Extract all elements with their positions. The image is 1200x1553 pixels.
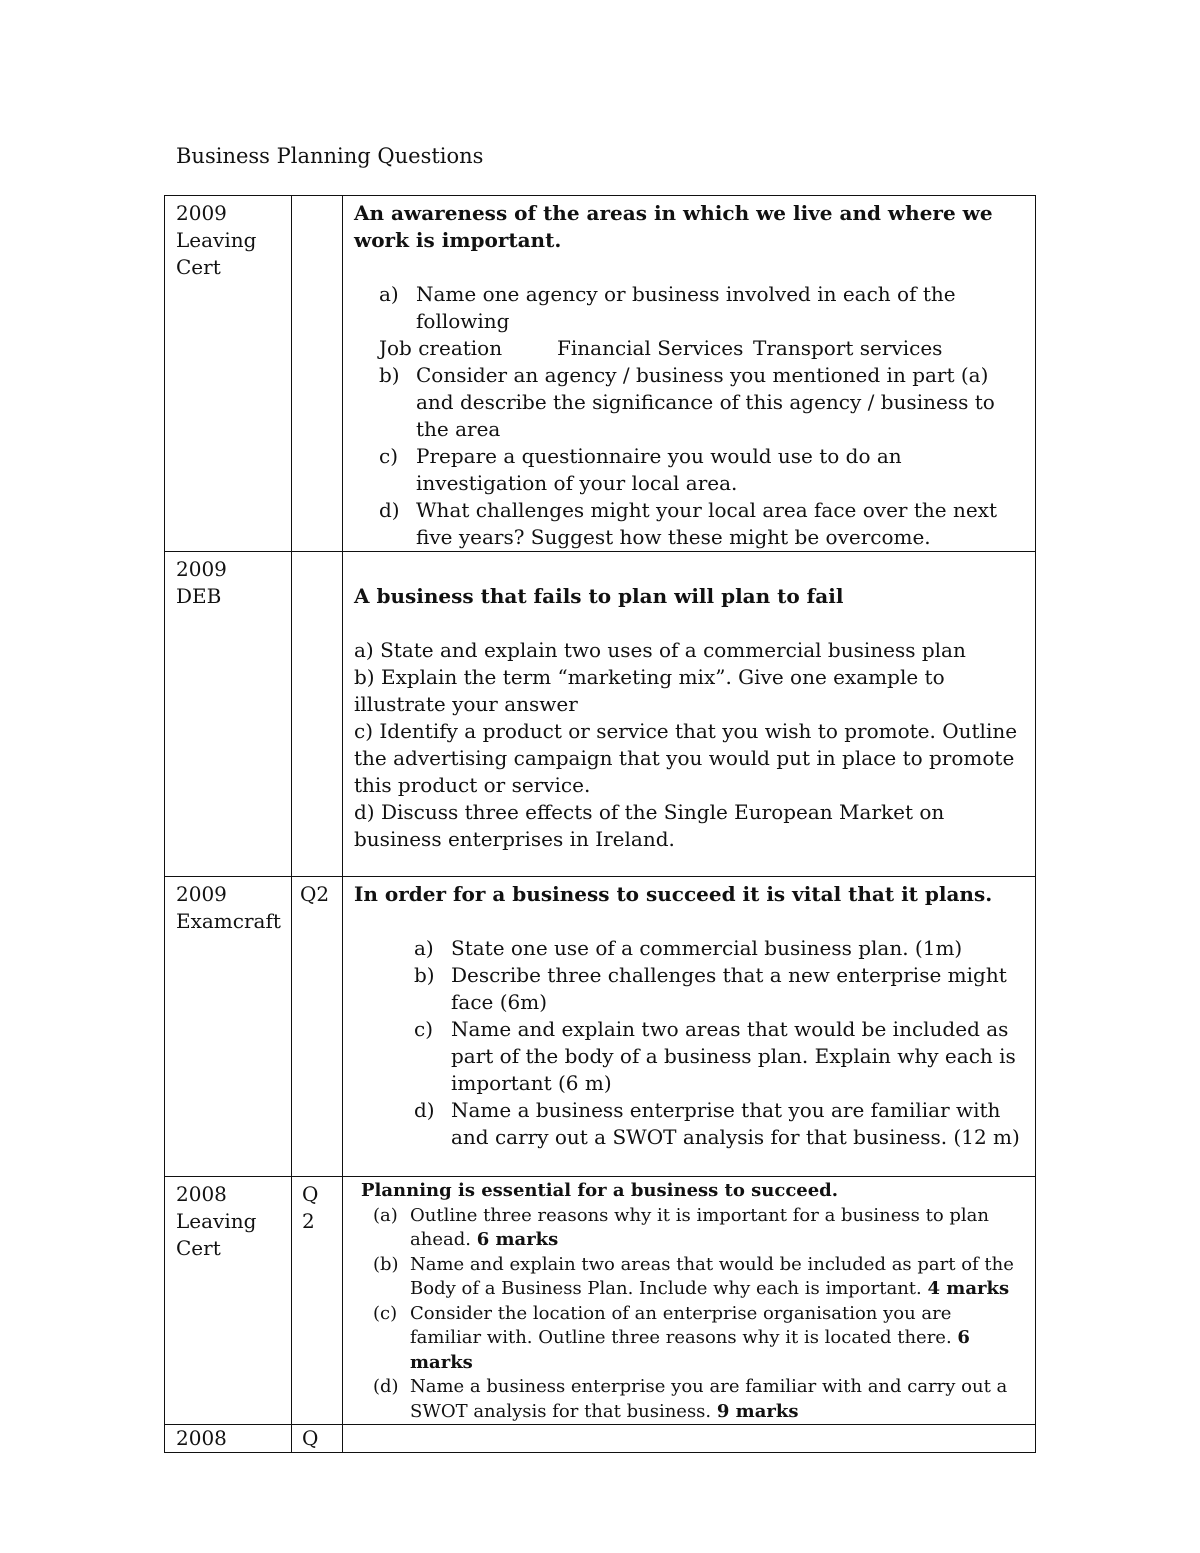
question-number: Q (302, 1426, 319, 1450)
source-cell (165, 552, 292, 877)
question-cell (343, 552, 1036, 877)
source-label: Leaving (176, 1209, 257, 1233)
question-number: Q (302, 1182, 319, 1206)
list-item: d) What challenges might your local area face over the next five years? Suggest how these might be overcome. (379, 498, 997, 549)
question-cell (343, 1177, 1036, 1425)
question-number: Q2 (300, 882, 330, 906)
question-number-cell (292, 552, 343, 877)
source-cell (165, 1425, 292, 1453)
table-row (165, 1425, 1036, 1453)
year-label: 2009 (176, 557, 227, 581)
table-row (165, 552, 1036, 877)
question-heading: A business that fails to plan will plan to fail (354, 584, 844, 608)
source-cell (165, 196, 292, 552)
marks-label: 6 marks (410, 1327, 970, 1373)
source-label: Leaving (176, 228, 257, 252)
list-item: a) State and explain two uses of a commercial business plan (354, 638, 966, 662)
year-label: 2008 (176, 1426, 227, 1450)
list-item: (c) Consider the location of an enterprise organisation you are familiar with. Outline three reasons why it is located there. 6 marks (373, 1302, 970, 1373)
list-item: a) State one use of a commercial business plan. (1m) (414, 936, 963, 960)
list-item: b) Explain the term “marketing mix”. Give one example to illustrate your answer (354, 665, 945, 716)
question-cell (343, 1425, 1036, 1453)
question-cell (343, 196, 1036, 552)
questions-table (164, 195, 1036, 1453)
question-heading: Planning is essential for a business to succeed. (361, 1180, 839, 1201)
list-item: b) Describe three challenges that a new enterprise might face (6m) (414, 963, 1007, 1014)
year-label: 2009 (176, 882, 227, 906)
question-items (379, 281, 1027, 335)
area-label: Financial Services (557, 336, 744, 360)
list-item: b) Consider an agency / business you mentioned in part (a) and describe the significance of this agency / business to the area (379, 363, 995, 441)
list-item: c) Prepare a questionnaire you would use to do an investigation of your local area. (379, 444, 902, 495)
marks-label: 6 marks (476, 1229, 559, 1250)
question-heading: In order for a business to succeed it is vital that it plans. (354, 882, 993, 906)
question-heading: An awareness of the areas in which we live and where we work is important. (354, 201, 993, 252)
question-items (414, 935, 1027, 1151)
list-item: (d) Name a business enterprise you are familiar with and carry out a SWOT analysis for that business. 9 marks (373, 1376, 1008, 1422)
list-item: d) Discuss three effects of the Single European Market on business enterprises in Ireland. (354, 800, 945, 851)
question-cell (343, 877, 1036, 1177)
question-number-cell (292, 1425, 343, 1453)
question-items (379, 362, 1027, 551)
list-item: a) Name one agency or business involved in each of the following (379, 282, 956, 333)
year-label: 2008 (176, 1182, 227, 1206)
areas-line (379, 335, 1027, 362)
question-number (292, 552, 342, 556)
source-label: Cert (176, 1236, 221, 1260)
table-row (165, 877, 1036, 1177)
area-label: Job creation (379, 336, 503, 360)
question-number (292, 196, 342, 200)
list-item: c) Identify a product or service that you wish to promote. Outline the advertising campaign that you would put in place to promote this product or service. (354, 719, 1018, 797)
question-number: 2 (302, 1209, 315, 1233)
question-number-cell (292, 196, 343, 552)
list-item: (b) Name and explain two areas that would be included as part of the Body of a Business Plan. Include why each is important. 4 marks (373, 1253, 1014, 1299)
list-item: (a) Outline three reasons why it is important for a business to plan ahead. 6 marks (373, 1204, 989, 1250)
list-item: c) Name and explain two areas that would be included as part of the body of a business plan. Explain why each is important (6 m) (414, 1017, 1016, 1095)
marks-label: 4 marks (927, 1278, 1010, 1299)
table-row (165, 196, 1036, 552)
source-cell (165, 877, 292, 1177)
source-label: Examcraft (176, 909, 281, 933)
source-cell (165, 1177, 292, 1425)
list-item: d) Name a business enterprise that you are familiar with and carry out a SWOT analysis for that business. (12 m) (414, 1098, 1020, 1149)
area-label: Transport services (753, 336, 943, 360)
question-number-cell (292, 1177, 343, 1425)
year-label: 2009 (176, 201, 227, 225)
marks-label: 9 marks (716, 1400, 799, 1422)
source-label: Cert (176, 255, 221, 279)
page-title: Business Planning Questions (176, 144, 484, 168)
question-items (373, 1204, 1027, 1425)
question-number-cell (292, 877, 343, 1177)
source-label: DEB (176, 584, 222, 608)
table-row (165, 1177, 1036, 1425)
